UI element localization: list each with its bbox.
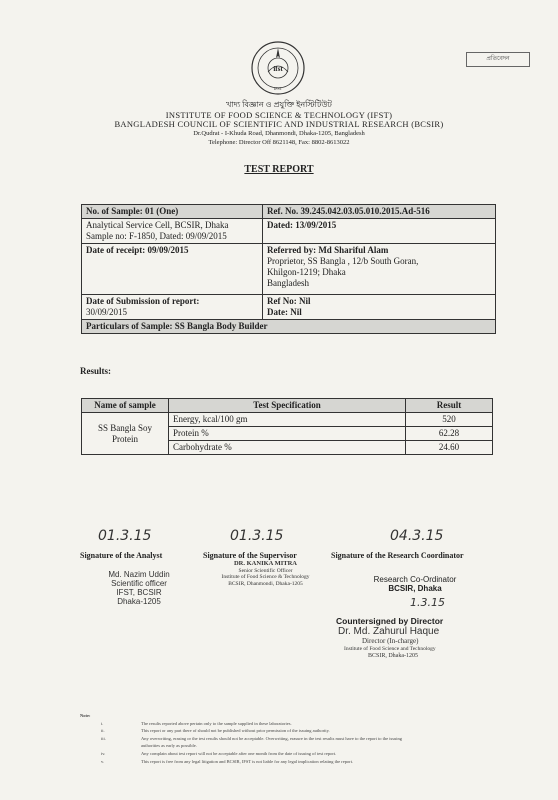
supervisor-signature-title: Signature of the Supervisor [203,551,297,560]
stamp-line: Scientific officer [111,579,167,588]
stamp-line: Institute of Food Science & Technology [221,574,310,580]
sample-no: Sample no: F-1850, Dated: 09/09/2015 [86,231,227,241]
note-key: i. [101,720,104,726]
table-row [82,413,493,427]
service-cell: Analytical Service Cell, BCSIR, Dhaka [86,220,229,230]
referred-by-cell [263,244,496,295]
ref-no: Ref. No. 39.245.042.03.05.010.2015.Ad-516 [263,205,496,219]
note-key [89,742,141,750]
stamp-line: BCSIR, Dhaka [388,584,442,593]
referred-line: Proprietor, SS Bangla , 12/b South Goran, [267,256,419,266]
note-item [89,735,509,743]
analyst-stamp [84,570,194,606]
particulars: Particulars of Sample: SS Bangla Body Builder [82,320,496,334]
referred-line: Khilgon-1219; Dhaka [267,267,346,277]
note-text: This report or any part there of should not be published without prior permission of the issuing authority. [141,728,330,734]
note-text: Any overwriting, erasing or the test results should not be acceptable. Overwriting, erasure in the test results must have to the report to the issuing [141,735,403,741]
stamp-line: Dr. Md. Zahurul Haque [338,626,440,637]
note-item [89,750,509,758]
stamp-line: BCSIR, Dhaka-1205 [368,652,418,659]
header-test-spec: Test Specification [169,399,406,413]
telephone: Telephone: Director Off 8621148, Fax: 8802-8613022 [208,139,350,146]
note-key: ii. [101,728,105,734]
test-result: 24.60 [406,441,493,455]
date-of-receipt: Date of receipt: 09/09/2015 [82,244,263,295]
note-item [89,758,509,766]
note-item [89,742,509,750]
coordinator-signature-title: Signature of the Research Coordinator [331,551,464,560]
coordinator-date-scrawl: 1.3.15 [410,596,445,609]
stamp-line: Research Co-Ordinator [373,575,457,584]
referred-by: Referred by: Md Shariful Alam [267,245,389,255]
note-key: iv. [101,750,106,756]
dated: Dated: 13/09/2015 [263,219,496,244]
test-spec: Protein % [169,427,406,441]
submission-date: 30/09/2015 [86,307,128,317]
ref-no-nil: Ref No: Nil [267,296,311,306]
test-result: 62.28 [406,427,493,441]
results-table [81,398,493,455]
no-of-sample: No. of Sample: 01 (One) [82,205,263,219]
stamp-line: Senior Scientific Officer [238,567,293,574]
analyst-signature-title: Signature of the Analyst [80,551,163,560]
note-key: iii. [101,735,106,741]
sample-name: SS Bangla Soy Protein [82,413,169,455]
address: Dr.Qudrat - I-Khuda Road, Dhanmondi, Dhaka-1205, Bangladesh [193,130,365,137]
stamp-line: BCSIR, Dhanmondi, Dhaka-1205 [228,580,303,587]
stamp-line: Director (In-charge) [362,637,419,645]
stamp-line: Md. Nazim Uddin [108,570,170,579]
note-text: Any complain about test report will not be acceptable after one month from the date of issuing of test report. [141,750,337,756]
countersigned-label: Countersigned by Director [336,616,444,626]
institute-bangla-name: খাদ্য বিজ্ঞান ও প্রযুক্তি ইনস্টিটিউট [226,100,332,109]
submission-label: Date of Submission of report: [86,296,200,306]
test-result: 520 [406,413,493,427]
results-label: Results: [80,366,111,376]
stamp-line: DR. KANIKA MITRA [233,560,298,567]
test-spec: Energy, kcal/100 gm [169,413,406,427]
sample-info-table [81,204,496,334]
institute-name: INSTITUTE OF FOOD SCIENCE & TECHNOLOGY (IFST) [165,110,393,120]
supervisor-signature-scrawl: 01.3.15 [230,528,284,544]
coordinator-signature-scrawl: 04.3.15 [390,528,444,544]
note-text: This report is free from any legal litigation and BCSIR, IFST is not liable for any legal implication relating the report. [141,758,354,764]
stamp-line: Institute of Food Science and Technology [344,646,436,652]
logo-ring-text: IFST [273,86,283,91]
ifst-logo [250,40,306,96]
coordinator-stamp [355,575,475,593]
note-key: v. [101,758,105,764]
date-nil: Date: Nil [267,307,302,317]
submission-cell [82,295,263,320]
stamp-line: IFST, BCSIR [116,588,162,597]
note-text: authorities as early as possible. [141,743,197,749]
director-stamp [338,626,488,659]
note-item [89,720,509,728]
ref-nil-cell [263,295,496,320]
logo-center-text: ifst [273,65,283,73]
supervisor-stamp [198,561,333,587]
report-title: TEST REPORT [244,164,314,175]
analyst-signature-scrawl: 01.3.15 [98,528,152,544]
council-name: BANGLADESH COUNCIL OF SCIENTIFIC AND INDUSTRIAL RESEARCH (BCSIR) [114,119,444,129]
test-spec: Carbohydrate % [169,441,406,455]
notes-title: Note: [80,713,91,718]
corner-stamp: প্রতিবেদন [466,52,530,67]
header-name-of-sample: Name of sample [82,399,169,413]
header-result: Result [406,399,493,413]
stamp-line: Dhaka-1205 [117,597,161,606]
notes [80,712,509,765]
note-item [89,727,509,735]
service-cell-cell [82,219,263,244]
referred-line: Bangladesh [267,278,309,288]
note-text: The results reported above pertain only to the sample supplied in these laboratories. [141,720,292,726]
